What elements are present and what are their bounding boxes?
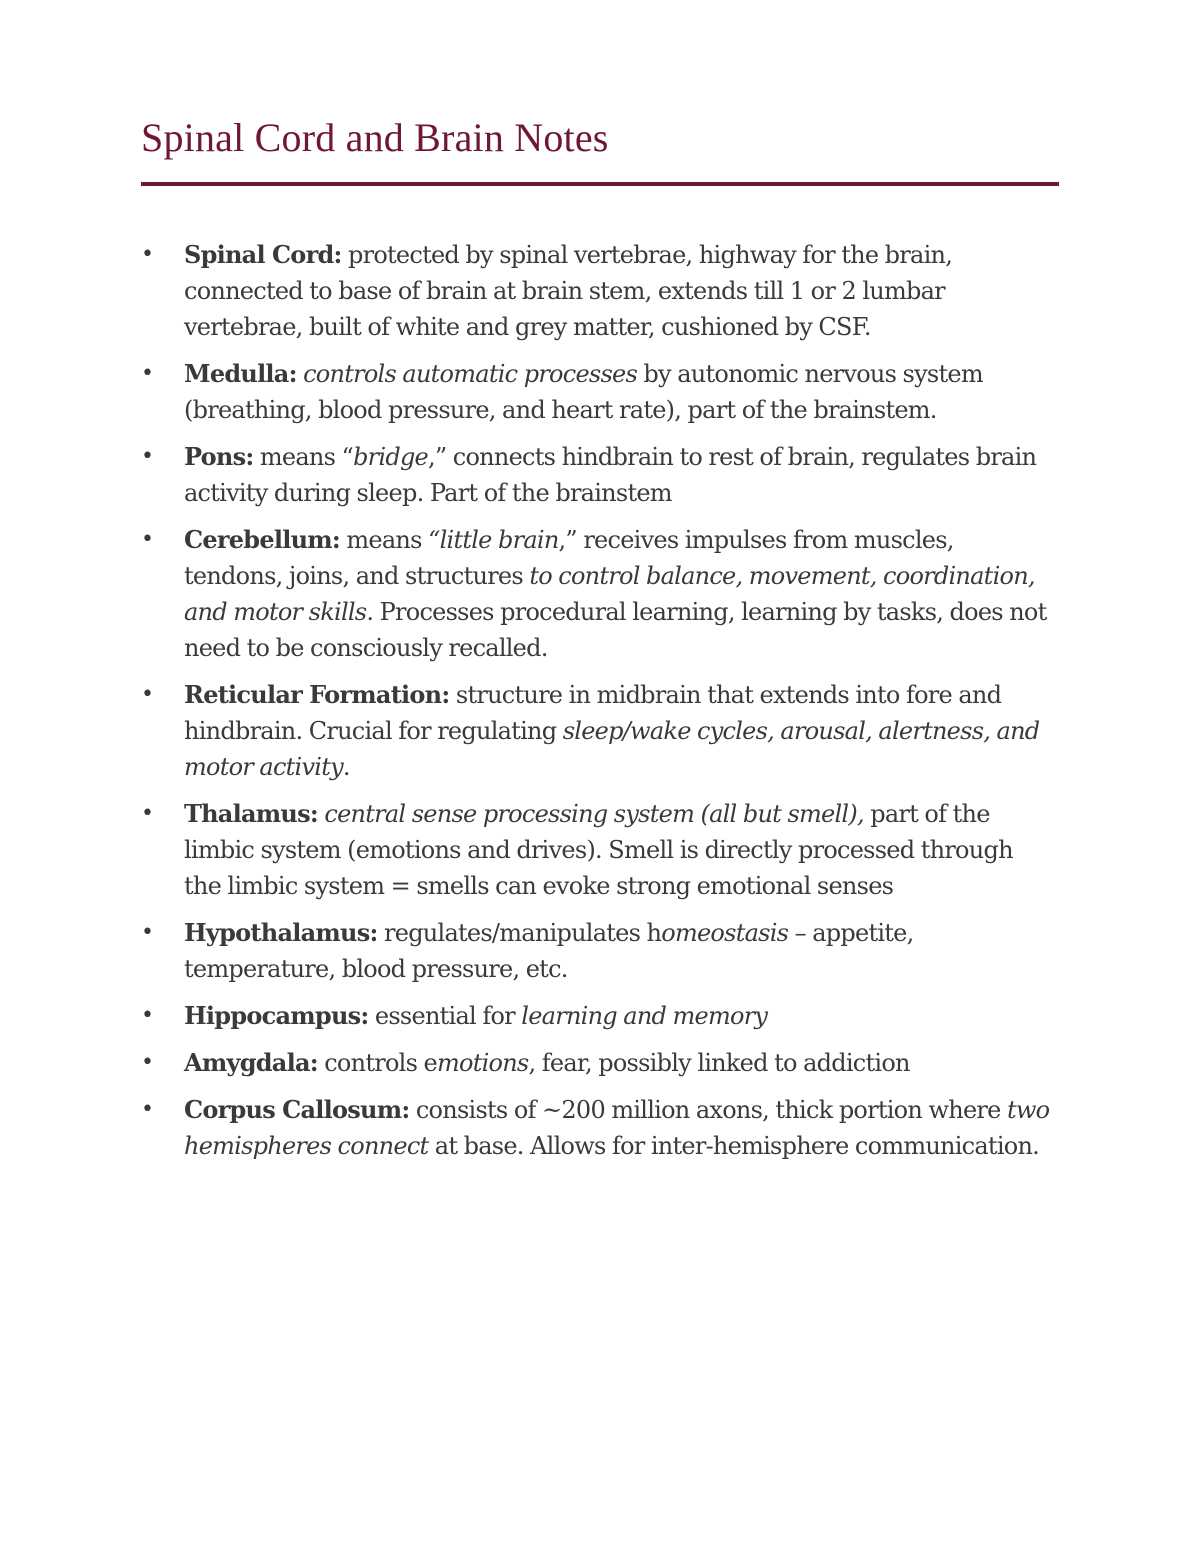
note-emphasis: bridge [353, 443, 429, 471]
note-emphasis: central sense processing system (all but smell), [324, 800, 864, 828]
bullet-icon: • [141, 1097, 154, 1122]
note-item [141, 237, 1051, 345]
note-term: Hypothalamus: [184, 918, 378, 947]
bullet-icon: • [141, 1050, 154, 1075]
note-emphasis: two hemispheres connect [184, 1096, 1050, 1160]
note-item [141, 1045, 1051, 1081]
note-term: Cerebellum: [184, 525, 341, 554]
bullet-icon: • [141, 242, 154, 267]
note-term: Corpus Callosum: [184, 1095, 410, 1124]
note-text: – appetite, temperature, blood pressure, etc. [184, 919, 914, 983]
note-text: consists of ~200 million axons, thick portion where [409, 1096, 1007, 1124]
note-item [141, 439, 1051, 511]
note-text: at base. Allows for inter-hemisphere communication. [428, 1132, 1040, 1160]
note-term: Hippocampus: [184, 1001, 369, 1030]
note-text: ,” connects hindbrain to rest of brain, regulates brain activity during sleep. Part of the brainstem [184, 443, 1037, 507]
note-item [141, 356, 1051, 428]
bullet-icon: • [141, 682, 154, 707]
note-emphasis: controls automatic processes [303, 360, 638, 388]
bullet-icon: • [141, 1003, 154, 1028]
note-term: Medulla: [184, 359, 297, 388]
bullet-icon: • [141, 444, 154, 469]
title-divider [141, 182, 1059, 186]
note-item [141, 1092, 1051, 1164]
note-emphasis: “little brain [428, 526, 559, 554]
bullet-icon: • [141, 920, 154, 945]
note-text: controls e [317, 1049, 437, 1077]
note-term: Reticular Formation: [184, 680, 450, 709]
note-text: means “ [253, 443, 354, 471]
note-text: part of the limbic system (emotions and drives). Smell is directly processed through the limbic system = smells can evoke strong emotional senses [184, 800, 1013, 900]
note-text: means [340, 526, 429, 554]
note-item [141, 677, 1051, 785]
note-emphasis: omeostasis [661, 919, 789, 947]
note-emphasis: sleep/wake cycles, arousal, alertness, and motor activity [184, 717, 1040, 781]
note-term: Pons: [184, 442, 254, 471]
note-text: . Processes procedural learning, learning by tasks, does not need to be consciously recalled. [184, 598, 1047, 662]
note-item [141, 522, 1051, 666]
page-title: Spinal Cord and Brain Notes [141, 115, 609, 160]
note-term: Spinal Cord: [184, 240, 342, 269]
notes-list [141, 237, 1051, 1175]
note-text: protected by spinal vertebrae, highway for the brain, connected to base of brain at brain stem, extends till 1 or 2 lumbar vertebrae, built of white and grey matter, cushioned by CSF. [184, 241, 953, 341]
bullet-icon: • [141, 801, 154, 826]
note-text: by autonomic nervous system (breathing, blood pressure, and heart rate), part of the brainstem. [184, 360, 983, 424]
note-term: Amygdala: [184, 1048, 318, 1077]
note-text: , fear, possibly linked to addiction [528, 1049, 910, 1077]
note-term: Thalamus: [184, 799, 318, 828]
note-item [141, 796, 1051, 904]
note-text: regulates/manipulates h [377, 919, 662, 947]
note-emphasis: to control balance, movement, coordination, and motor skills [184, 562, 1035, 626]
note-text: ,” receives impulses from muscles, tendons, joins, and structures [184, 526, 954, 590]
note-emphasis: motions [436, 1049, 529, 1077]
note-text: structure in midbrain that extends into fore and hindbrain. Crucial for regulating [184, 681, 1002, 745]
bullet-icon: • [141, 361, 154, 386]
note-item [141, 915, 1051, 987]
note-text: . [342, 753, 350, 781]
note-emphasis: learning and memory [521, 1002, 768, 1030]
note-item [141, 998, 1051, 1034]
note-text: essential for [368, 1002, 522, 1030]
bullet-icon: • [141, 527, 154, 552]
